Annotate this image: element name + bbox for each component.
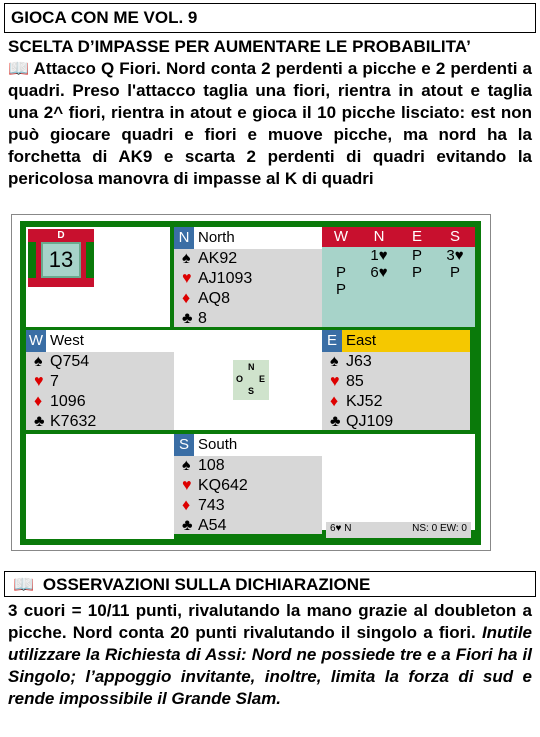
hand-south — [174, 434, 322, 534]
bidding-header — [322, 227, 475, 247]
club-icon: ♣ — [330, 413, 341, 430]
heart-icon: ♥ — [34, 373, 44, 390]
bid-header-s: S — [449, 228, 460, 245]
compass-n: N — [248, 362, 255, 372]
intro-subtitle: SCELTA D’IMPASSE PER AUMENTARE LE PROBABILITA’ — [8, 37, 471, 56]
spade-icon: ♠ — [182, 250, 191, 267]
south-clubs: A54 — [198, 517, 227, 534]
diamond-icon: ♦ — [34, 393, 43, 410]
bid-cell: P — [449, 264, 460, 281]
diamond-icon: ♦ — [330, 393, 339, 410]
hand-east — [322, 330, 470, 430]
board-number: 13 — [41, 242, 81, 278]
result-contract: 6♥ N — [330, 523, 352, 534]
seat-tag: W — [26, 330, 46, 352]
empty-cell — [26, 434, 174, 539]
observations-title-box — [4, 571, 536, 597]
south-diamonds: 743 — [198, 497, 225, 514]
bid-header-e: E — [411, 228, 422, 245]
empty-cell — [322, 434, 475, 530]
diamond-icon: ♦ — [182, 290, 191, 307]
title-box — [4, 3, 536, 33]
bid-row — [322, 247, 475, 264]
compass-e: E — [259, 374, 266, 384]
compass-o: O — [236, 374, 244, 384]
page-title: GIOCA CON ME VOL. 9 — [11, 8, 198, 27]
book-icon: 📖 — [13, 575, 35, 594]
observations-bold-text: 3 cuori = 10/11 punti, rivalutando la mano grazie al doubleton a picche. Nord conta 20 punti rivalutando il singolo a fiori. — [8, 601, 532, 642]
bridge-board — [20, 221, 481, 545]
observations-block — [8, 600, 532, 710]
east-clubs: QJ109 — [346, 413, 394, 430]
bid-header-w: W — [333, 228, 349, 245]
hand-name: South — [198, 436, 238, 453]
spade-icon: ♠ — [182, 457, 191, 474]
north-clubs: 8 — [198, 310, 207, 327]
intro-text: Attacco Q Fiori. Nord conta 2 perdenti a picche e 2 perdenti a quadri. Preso l'attacco taglia una fiori, rientra in atout e taglia una 2^ fiori, rientra in atout e gioca il 10 picche lisciato: est non può giocare quadri e fiori e muove picche, ma nord ha la forchetta di AK9 e scarta 2 perdenti di quadri evitando la pericolosa manovra di impasse al K di quadri — [8, 59, 533, 188]
compass-icon — [233, 360, 269, 400]
north-diamonds: AQ8 — [198, 290, 231, 307]
dealer-label: D — [57, 230, 65, 241]
compass-cell — [174, 330, 322, 430]
heart-icon: ♥ — [182, 477, 192, 494]
book-icon: 📖 — [8, 59, 30, 78]
seat-tag: S — [174, 434, 194, 456]
south-hearts: KQ642 — [198, 477, 248, 494]
north-spades: AK92 — [198, 250, 238, 267]
hand-west — [26, 330, 174, 430]
bid-row — [322, 264, 475, 281]
bid-cell: P — [335, 264, 346, 281]
bid-cell: P — [411, 247, 422, 264]
east-spades: J63 — [346, 353, 372, 370]
heart-icon: ♥ — [182, 270, 192, 287]
club-icon: ♣ — [182, 310, 193, 327]
observations-title — [13, 575, 370, 595]
west-spades: Q754 — [50, 353, 90, 370]
north-hearts: AJ1093 — [198, 270, 253, 287]
east-diamonds: KJ52 — [346, 393, 383, 410]
hand-name: West — [50, 332, 84, 349]
bid-header-n: N — [373, 228, 385, 245]
club-icon: ♣ — [182, 517, 193, 534]
bid-cell: 1♥ — [370, 247, 388, 264]
observations-title-text: OSSERVAZIONI SULLA DICHIARAZIONE — [42, 575, 371, 594]
hand-north — [174, 227, 322, 327]
bid-cell: 3♥ — [446, 247, 464, 264]
club-icon: ♣ — [34, 413, 45, 430]
seat-tag: N — [174, 227, 194, 249]
east-hearts: 85 — [346, 373, 364, 390]
west-clubs: K7632 — [50, 413, 97, 430]
west-diamonds: 1096 — [50, 393, 86, 410]
bid-cell: 6♥ — [370, 264, 388, 281]
hand-name: East — [346, 332, 377, 349]
bid-cell: P — [335, 281, 346, 298]
dealer-cell — [26, 227, 170, 327]
spade-icon: ♠ — [330, 353, 339, 370]
diamond-icon: ♦ — [182, 497, 191, 514]
bidding-box — [322, 227, 475, 327]
vulnerability-strip-left — [28, 242, 36, 278]
intro-block — [8, 36, 532, 190]
spade-icon: ♠ — [34, 353, 43, 370]
heart-icon: ♥ — [330, 373, 340, 390]
hand-name: North — [198, 229, 235, 246]
west-hearts: 7 — [50, 373, 59, 390]
bid-row — [322, 281, 475, 298]
result-bar — [326, 522, 471, 538]
bid-cell: P — [411, 264, 422, 281]
south-spades: 108 — [198, 457, 225, 474]
observations-italic-text: Inutile utilizzare la Richiesta di Assi: Nord ne possiede tre e a Fiori ha il Singolo; l’appoggio invitante, inoltre, limita la forza di sud e rende impossibile il Grande Slam. — [8, 623, 532, 708]
result-score: NS: 0 EW: 0 — [412, 523, 467, 534]
vulnerability-strip-right — [86, 242, 94, 278]
board-frame — [11, 214, 491, 551]
seat-tag: E — [322, 330, 342, 352]
compass-s: S — [248, 386, 255, 396]
board-number-card — [28, 229, 94, 287]
